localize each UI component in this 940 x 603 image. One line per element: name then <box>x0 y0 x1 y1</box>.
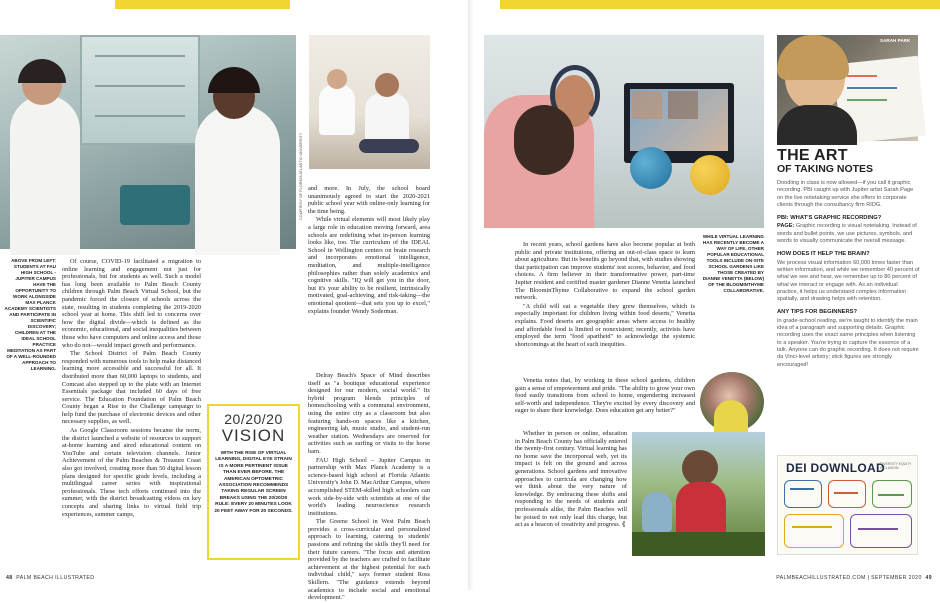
page-number-left: 48 <box>6 575 13 581</box>
dei-title: DEI DOWNLOAD <box>786 461 885 475</box>
footer-site-date: PALMBEACHILLUSTRATED.COM | SEPTEMBER 2020 <box>776 575 922 581</box>
paragraph: Delray Beach's Space of Mind describes itself as "a boutique educational experience designed for our modern, social world." Its hybrid program blends principles of homeschooling with a communal environment, using the entire city as a classroom but also featuring hands-on spaces like a kitchen, engineering lab, music studio, and student-run weather station. Wednesdays are reserved for activities such as surfing or visits to the horse barn. <box>308 372 430 455</box>
callout-number: 20/20/20 <box>224 411 283 427</box>
paragraph: and more. In July, the school board unanimously agreed to start the 2020-2021 public school year with online-only learning for the time being. <box>308 185 430 215</box>
sidebar-title-big: THE ART <box>777 147 848 164</box>
paragraph: Venetta notes that, by working in these school gardens, children gain a sense of empowerment and pride. "The ability to grow your own food easily transitions from school to home, engendering increased self-worth and independence. They're excited by every discovery and eager to share their knowledge. Does education get any better?" <box>515 377 695 415</box>
article-column-3 <box>515 241 695 349</box>
sidebar-q1: PBI: WHAT'S GRAPHIC RECORDING? <box>777 215 882 222</box>
footer-left <box>6 575 94 581</box>
article-column-2-lower <box>308 372 430 603</box>
paragraph: The School District of Palm Beach County responded with numerous tools to help make distanced learning more accessible and successful for all. It distributed more than 60,000 laptops to students, and Comcast also stepped up to the plate with an Internet Essentials package that included 60 days of free service. The Education Foundation of Palm Beach County began a Rise to the Challenge campaign to help fund the purchase of electronic devices and other necessary supplies, as well. <box>62 350 201 426</box>
sidebar-a3: In grade-school reading, we're taught to identify the main idea of a paragraph and supporting details. Graphic recording uses the exact same principles when listening to a speaker. You're trying to capture the essence of a talk. Anyone can do graphic recording. It does not require da Vinci-level artistry; stick figures are strongly encouraged! <box>777 317 919 368</box>
paragraph: Of course, COVID-19 facilitated a migration to online learning and engagement not just for professionals, but for students as well. Such a model has long been available to Palm Beach County children through Palm Beach Virtual School, but the pandemic forced the closure of schools across the state, resulting in students completing the 2019-2020 school year at home. This shift led to concerns over how the digital divide—which is defined as the economic, educational, and social inequalities between those who have computers and online access and those who do not—would impact growth and performance. <box>62 258 201 349</box>
sidebar-q3: ANY TIPS FOR BEGINNERS? <box>777 309 858 316</box>
venetta-garden-photo <box>700 372 764 432</box>
callout-body: WITH THE RISE OF VIRTUAL LEARNING, DIGITAL EYE STRAIN IS A MORE PERTINENT ISSUE THAN EVER BEFORE. THE AMERICAN OPTOMETRIC ASSOCIATION RECOMMENDS TAKING REGULAR SCREEN BREAKS USING THE 20/20/20 RULE: EVERY 20 MINUTES LOOK 20 FEET AWAY FOR 20 SECONDS. <box>214 451 293 514</box>
footer-right <box>776 575 932 581</box>
paragraph: The Greene School in West Palm Beach provides a cross-curricular and personalized approach to learning, catering to students' passions and refining the skills they'll need for their future careers. "The focus and attention provided by the teachers are crafted to facilitate achievement at the highest potential for each individual child," says former student Ross Skillern. "The guidance extends beyond academics to include social and emotional development." <box>308 518 430 602</box>
sidebar-a1-lead: PAGE: <box>777 223 795 230</box>
paragraph: FAU High School – Jupiter Campus in partnership with Max Planck Academy is a science-based high school at Florida Atlantic University's John D. MacArthur Campus, where accomplished STEM-skilled high schoolers can work side-by-side with scientists at one of the world's leading neuroscience research institutions. <box>308 456 430 517</box>
callout-word: VISION <box>221 426 286 445</box>
virtual-learning-photo <box>484 35 764 228</box>
page-number-right: 49 <box>925 575 932 581</box>
article-column-2-upper <box>308 185 430 316</box>
article-column-3-bottom <box>515 430 627 530</box>
article-column-3-lower <box>515 377 695 416</box>
article-column-1 <box>62 258 201 519</box>
sarah-page-drawing-photo <box>777 35 918 141</box>
dei-download-illustration <box>777 455 918 555</box>
vision-callout <box>207 404 300 560</box>
paragraph: As Google Classroom sessions became the norm, the district launched a website of resources to support at-home learning and aired educational content on YouTube and certain television channels. Junior Achievement of the Palm Beaches & Treasure Coast also got involved, creating more than 50 digital lesson plans designed for specific grade levels, including a multilingual career series with inspirational professionals. These tech efforts continued into the summer, with the district broadcasting videos on key concepts and sharing links to virtual field trip experiences, summer camps, <box>62 427 201 518</box>
photo-tag-sarah-park: SARAH PARK <box>880 38 911 43</box>
paragraph: While virtual elements will most likely play a large role in education moving forward, area schools are redefining what in-person learning looks like, too. The curriculum of the IDEAL School in Wellington centers on brain research and incorporates emotional intelligence, meditation, and multiple-intelligence philosophies rather than solely academics and cognitive skills. "IQ will get you in the door, but it's your ability to be resilient, intrinsically motivated, goal-achieving, and risk-taking—the emotional quotient—that sets you up to excel," explains founder Wendy Soderman. <box>308 216 430 315</box>
sidebar-q2: HOW DOES IT HELP THE BRAIN? <box>777 251 870 258</box>
sidebar-a1-text: Graphic recording is visual notetaking. Instead of words and bullet points, we use pictures, symbols, and words to visually communicate the overall message. <box>777 223 917 245</box>
paragraph: In recent years, school gardens have also become popular at both public and private institutions, offering an out-of-class space to learn about agriculture. But its benefits go beyond that, with studies showing that participation can improve students' test scores, behavior, and food choices. A firm believer in their transformative power, part-time Jupiter resident and certified master gardener Dianne Venetta launched The BloominThyme Collaborative to expand the school garden network. <box>515 241 695 302</box>
paragraph: "A child will eat a vegetable they grew themselves, which is especially important for children living within food deserts," Venetta explains. Food deserts are geographic areas where access to healthy and affordable food is limited or nonexistent; recently, activists have employed the term "food apartheid" to acknowledge the systemic shortcomings at the heart of such inequities. <box>515 302 695 348</box>
paragraph: Whether in person or online, education in Palm Beach County has officially entered the twenty-first century. Virtual learning has no home save the incorporeal web, yet its impact is felt on the ground and across generations. School gardens and innovative approaches to curricula are changing how we think about the very nature of knowledge. By embracing these shifts and responding to the needs of students and professionals alike, the Palm Beaches will be poised to not only lead this charge, but act as a beacon of creativity and progress. ⟪ <box>515 430 627 529</box>
sidebar-a1 <box>777 223 920 245</box>
photo-caption-garden: WHILE VIRTUAL LEARNING HAS RECENTLY BECOME A WAY OF LIFE, OTHER POPULAR EDUCATIONAL TOOLS INCLUDE ON-SITE SCHOOL GARDENS LIKE THOSE CREATED BY DIANNE VENETTA (BELOW) OF THE BLOOMINTHYME COLLABORATIVE. <box>702 234 764 293</box>
children-gardening-photo <box>632 432 765 556</box>
publication-name: PALM BEACH ILLUSTRATED <box>16 575 95 581</box>
dei-subtitle: DIVERSITY EQUITY INCLUSION <box>880 462 912 470</box>
sidebar-a2: We process visual information 60,000 times faster than written information, and while we remember 40 percent of what we see and hear, we remember up to 80 percent of what we interact or engage with. As an individual practice, it helps us understand complex information spatially, and drawing helps with retention. <box>777 259 920 303</box>
sidebar-title-small: OF TAKING NOTES <box>777 163 874 175</box>
top-accent-bar-left <box>115 0 290 9</box>
top-accent-bar-right <box>500 0 940 9</box>
photo-caption-left: ABOVE FROM LEFT: STUDENTS AT FAU HIGH SCHOOL - JUPITER CAMPUS HAVE THE OPPORTUNITY TO WORK ALONGSIDE MAX PLANCK ACADEMY SCIENTISTS AND PARTICIPATE IN SCIENTIFIC DISCOVERY; CHILDREN AT THE IDEAL SCHOOL PRACTICE MEDITATION AS PART OF A WELL-ROUNDED APPROACH TO LEARNING. <box>4 258 56 371</box>
gutter-shadow <box>468 0 474 590</box>
lab-students-photo <box>0 35 296 249</box>
photo-credit: COURTESY OF FLORIDA ATLANTIC UNIVERSITY <box>299 132 303 220</box>
sidebar-body <box>777 180 920 369</box>
sidebar-intro: Doodling in class is now allowed—if you call it graphic recording. PBI caught up with Jupiter artist Sarah Page on the live notetaking service she offers to corporate clients through the consultancy firm RIDG. <box>777 180 914 208</box>
meditation-photo <box>309 35 430 169</box>
